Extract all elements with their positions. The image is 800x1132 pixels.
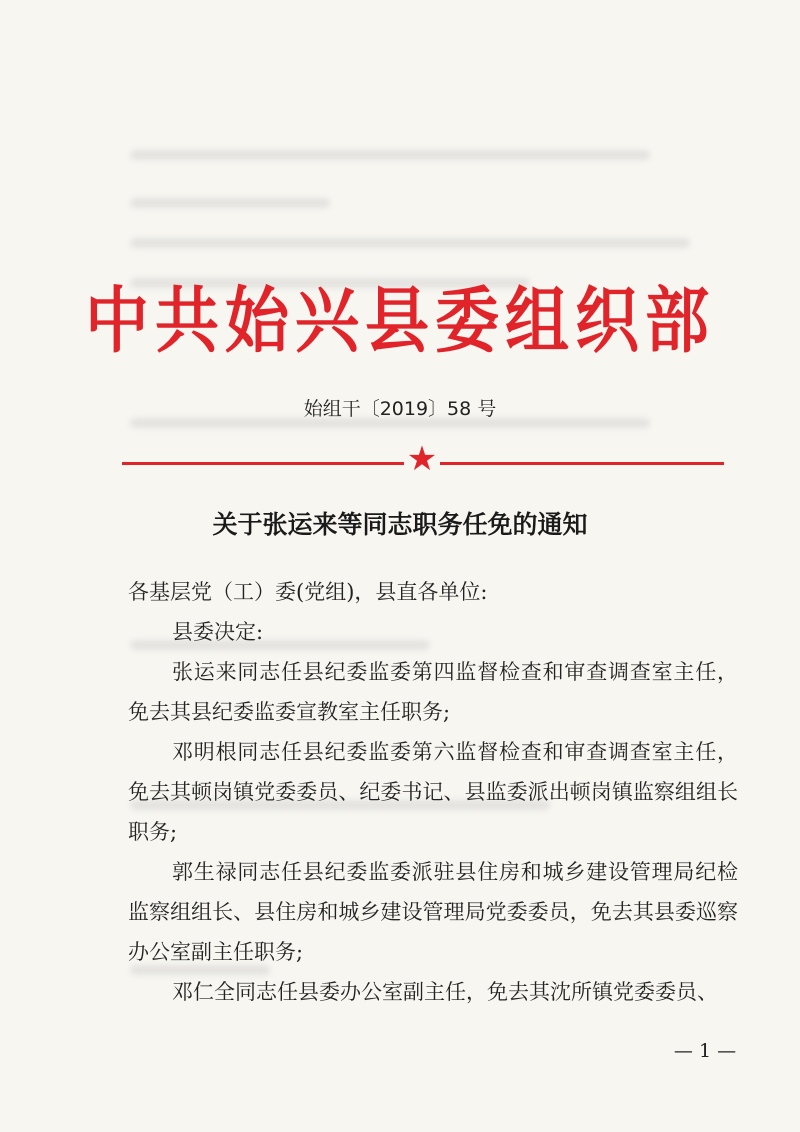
red-divider-right — [440, 462, 724, 465]
notice-title: 关于张运来等同志职务任免的通知 — [212, 510, 588, 539]
salutation: 各基层党（工）委(党组)，县直各单位: — [128, 580, 488, 604]
appointment-item: 邓明根同志任县纪委监委第六监督检查和审查调查室主任，免去其顿岗镇党委委员、纪委书记、县监委派出顿岗镇监察组组长职务; — [128, 740, 738, 844]
appointment-item: 邓仁全同志任县委办公室副主任，免去其沈所镇党委委员、 — [172, 980, 718, 1004]
organization-header: 中共始兴县委组织部 — [85, 279, 715, 364]
appointment-item: 张运来同志任县纪委监委第四监督检查和审查调查室主任，免去其县纪委监委宣教室主任职务; — [128, 660, 738, 724]
page-number: — 1 — — [673, 1040, 737, 1062]
notice-body — [128, 572, 738, 1012]
bleed-through-mark — [130, 198, 330, 208]
bleed-through-mark — [130, 238, 690, 248]
star-icon: ★ — [406, 439, 438, 479]
document-number: 始组干〔2019〕58 号 — [303, 398, 497, 420]
bleed-through-mark — [130, 150, 650, 160]
decision-line: 县委决定: — [172, 620, 264, 644]
appointment-item: 郭生禄同志任县纪委监委派驻县住房和城乡建设管理局纪检监察组组长、县住房和城乡建设管理局党委委员，免去其县委巡察办公室副主任职务; — [128, 860, 738, 964]
red-divider-left — [122, 462, 404, 465]
